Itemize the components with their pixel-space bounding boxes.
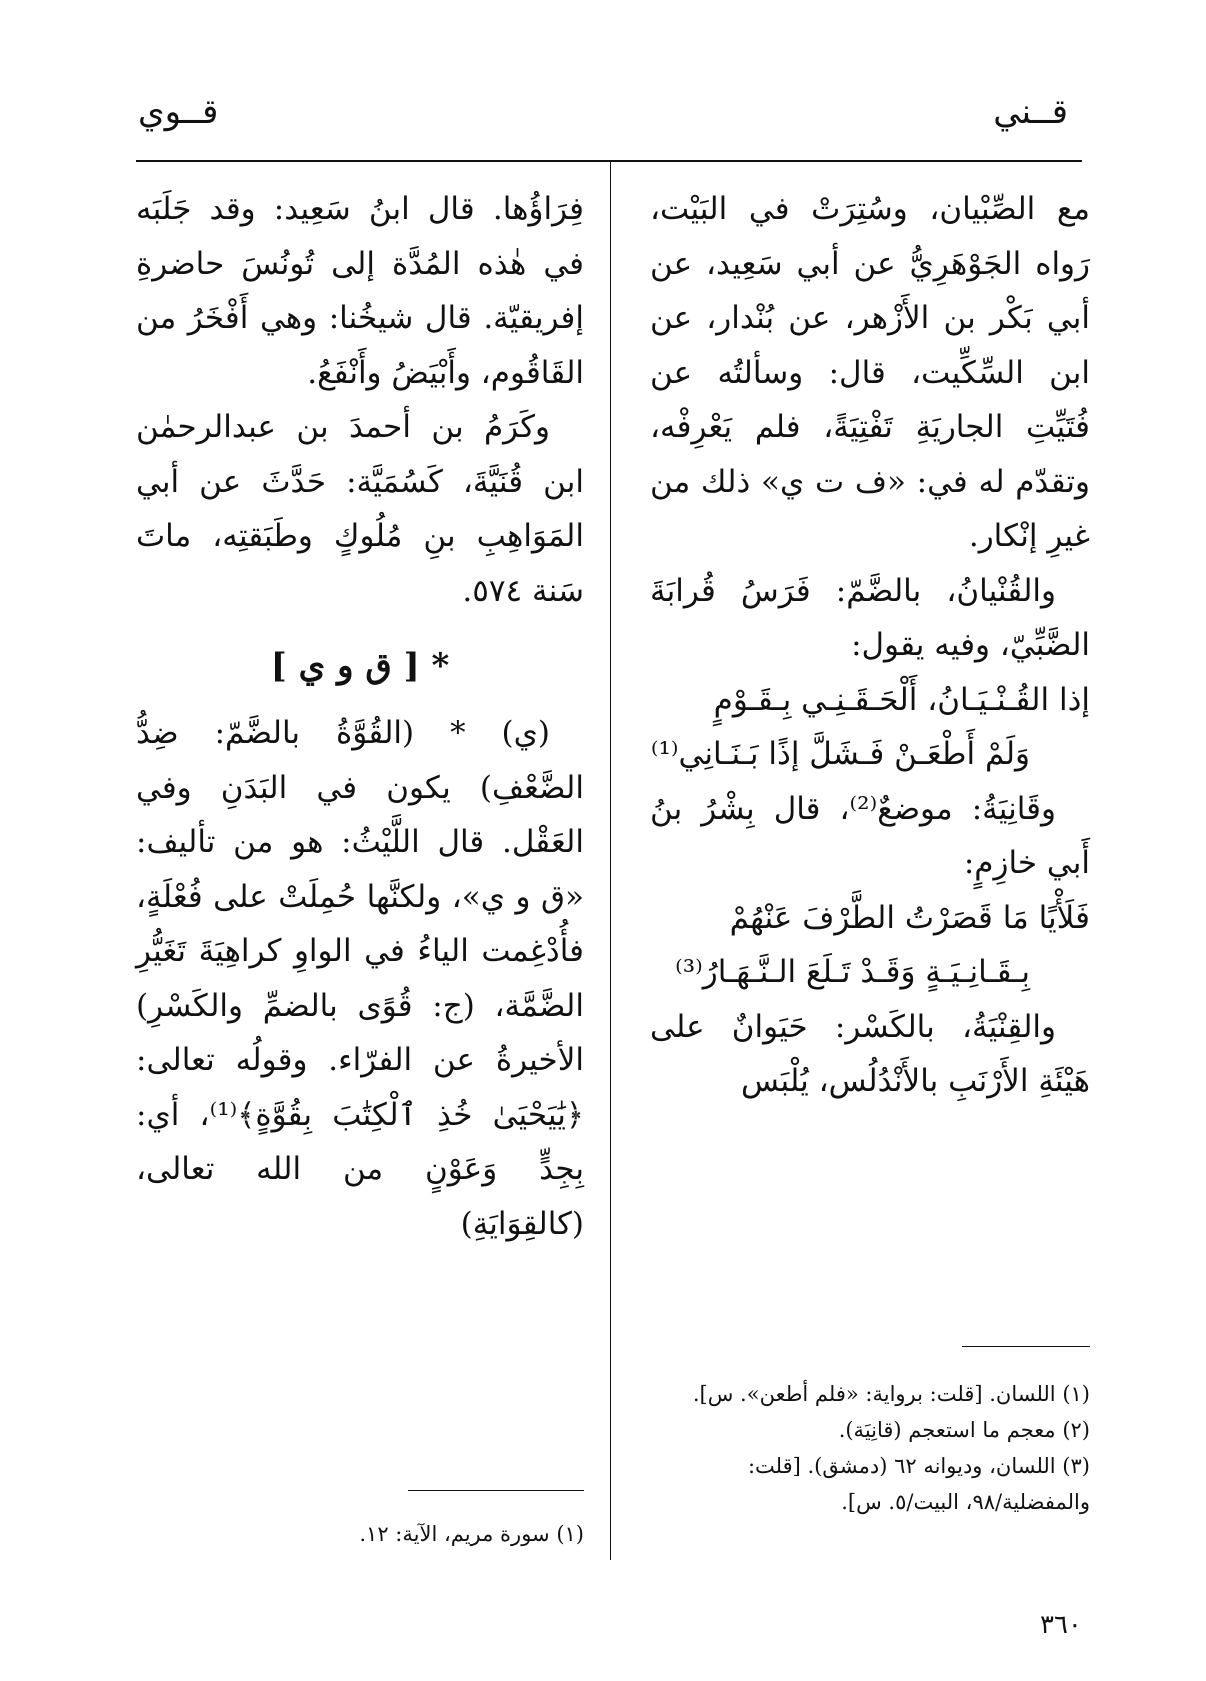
right-column bbox=[650, 182, 1090, 1109]
left-footnote-1: (١) سورة مريم، الآية: ١٢. bbox=[359, 1522, 584, 1546]
right-footnote-2: (٢) معجم ما استعجم (قانِيَة). bbox=[838, 1418, 1090, 1442]
left-footnotes bbox=[136, 1516, 584, 1552]
right-paragraph-1: مع الصِّبْيان، وسُتِرَتْ في البَيْت، رَواه الجَوْهَرِيُّ عن أبي سَعِيد، عن أبي بَكْر بن الأَزْهر، عن بُنْدار، عن ابن السِّكِّيت، قال: وسألتُه عن فُتَيِّتِ الجاريَةِ تَفْتِيَةً، فلم يَعْرِفْه، وتقدّم له في: «ف ت ي» ذلك من غيرِ إنْكار. bbox=[650, 191, 1090, 554]
verse-1-second-hemistich: وَلَمْ أَطْعَـنْ فَـشَلَّ إذًا بَـنَـانِي⁽¹⁾ bbox=[650, 736, 1030, 772]
column-divider bbox=[610, 160, 611, 1560]
left-paragraph-1: فِرَاؤُها. قال ابنُ سَعِيد: وقد جَلَبَه في هٰذه المُدَّة إلى تُونُسَ حاضرةِ إفريقيّة. قال شيخُنا: وهي أَفْخَرُ من القَاقُوم، وأَبْيَضُ وأَنْفَعُ. bbox=[136, 191, 584, 391]
left-paragraph-2: وكَرَمُ بن أحمدَ بن عبدالرحمٰن ابن قُنَيَّةَ، كَسُمَيَّة: حَدَّثَ عن أبي المَوَاهِبِ بنِ مُلُوكٍ وطَبَقتِه، ماتَ سَنة ٥٧٤. bbox=[136, 409, 584, 609]
right-footnote-3: (٣) اللسان، وديوانه ٦٢ (دمشق). [قلت: bbox=[747, 1454, 1090, 1478]
right-footnote-3-continued: والمفضلية/٩٨، البيت/٥. س]. bbox=[841, 1490, 1090, 1514]
right-paragraph-2: والقُنْيانُ، بالضَّمّ: فَرَسُ قُرابَةَ الضَّبِّيّ، وفيه يقول: bbox=[650, 572, 1090, 663]
running-head-left: قــوي bbox=[138, 92, 219, 132]
right-footnote-1: (١) اللسان. [قلت: برواية: «فلم أطعن». س]. bbox=[692, 1382, 1090, 1406]
left-column bbox=[136, 182, 584, 1251]
right-paragraph-4: والقِنْيَةُ، بالكَسْر: حَيَوانٌ على هَيْئَةِ الأَرْنَبِ بالأَنْدُلُس، يُلْبَس bbox=[650, 1008, 1090, 1099]
left-footnote-rule bbox=[408, 1490, 584, 1491]
left-paragraph-3: (ي) * (القُوَّةُ بالضَّمّ: ضِدُّ الضَّعْفِ) يكون في البَدَنِ وفي العَقْل. قال اللَّيْثُ: هو من تأليف: «ق و ي»، ولكنَّها حُمِلَتْ على فُعْلَةٍ، فأُدْغِمت الياءُ في الواوِ كراهِيَةَ تَغَيُّرِ الضَّمَّة، (ج: قُوًى بالضمِّ والكَسْرِ) الأخيرةُ عن الفرّاء. وقولُه تعالى: ﴿يَٰيَحْيَىٰ خُذِ ٱلْكِتَٰبَ بِقُوَّةٍ﴾⁽¹⁾، أي: بِجِدٍّ وَعَوْنٍ من الله تعالى، (كالقِوَايَةِ) bbox=[136, 715, 584, 1242]
running-head-right: قــني bbox=[993, 92, 1068, 132]
verse-2-first-hemistich: فَلَأْيًا مَا قَصَرْتُ الطَّرْفَ عَنْهُمْ bbox=[729, 899, 1090, 936]
entry-heading: * [ ق و ي ] bbox=[270, 646, 450, 686]
right-paragraph-3: وقَانِيَةُ: موضعٌ⁽²⁾، قال بِشْرُ بنُ أَبي خازِمٍ: bbox=[650, 790, 1090, 881]
verse-1-first-hemistich: إذا القُـنْـيَـانُ، أَلْحَـقَـنِـي بِـقَـوْمٍ bbox=[713, 681, 1090, 718]
right-footnote-rule bbox=[962, 1346, 1090, 1347]
right-footnotes bbox=[650, 1376, 1090, 1520]
header-rule bbox=[136, 160, 1082, 162]
verse-2-second-hemistich: بِـقَـانِـيَـةٍ وَقَـدْ تَـلَعَ الـنَّـهَـارُ⁽³⁾ bbox=[675, 954, 1030, 990]
page-number: ٣٦٠ bbox=[1040, 1610, 1082, 1640]
